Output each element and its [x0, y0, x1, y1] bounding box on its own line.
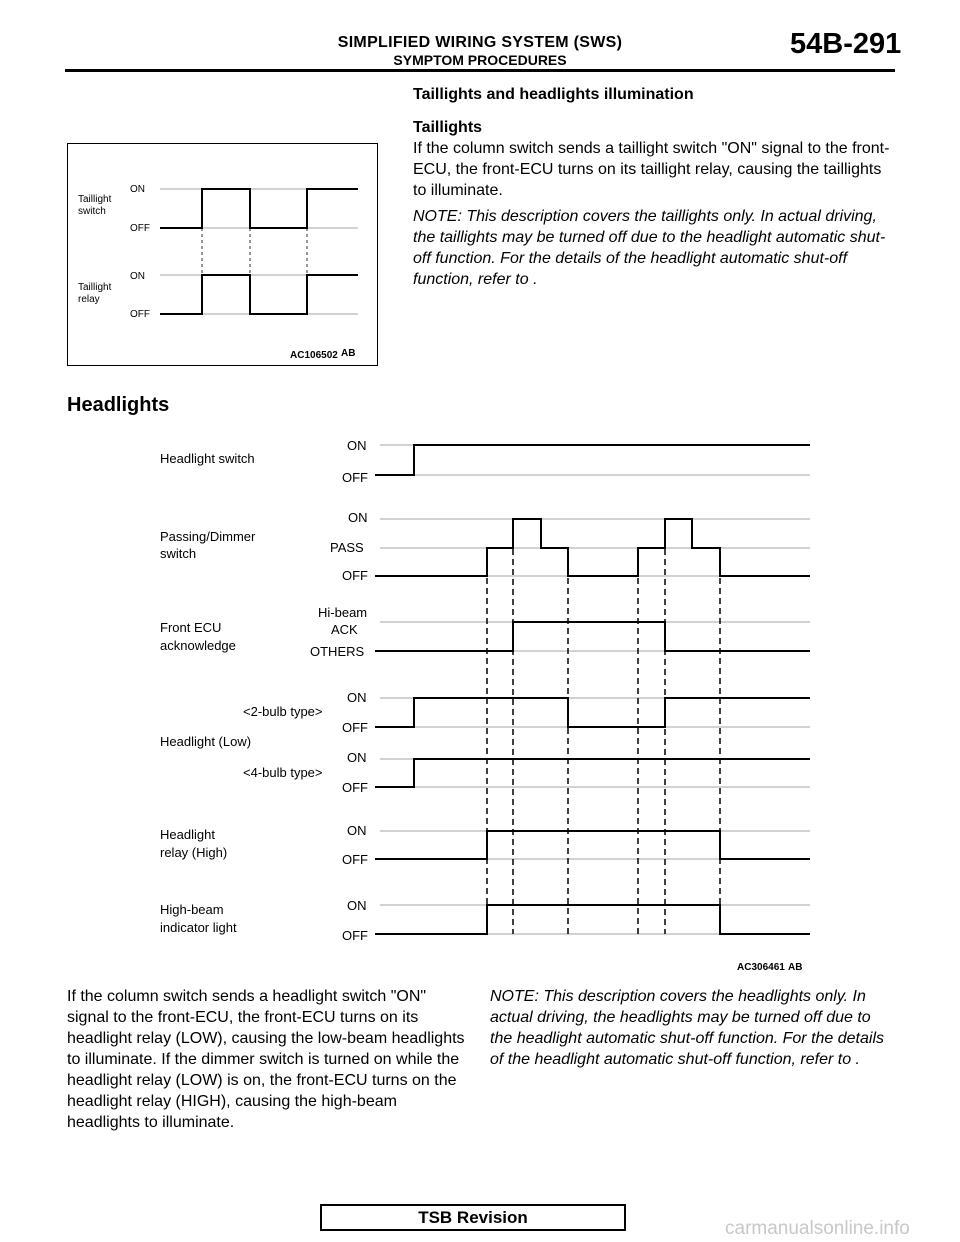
header-title: SIMPLIFIED WIRING SYSTEM (SWS) [337, 34, 623, 51]
low-4bulb-on: ON [347, 750, 367, 765]
figure1-code: AC106502 [290, 350, 338, 361]
headlight-switch-waveform [375, 445, 810, 475]
headlight-switch-on: ON [347, 438, 367, 453]
figure2-code: AC306461 [737, 962, 785, 973]
indicator-off: OFF [342, 928, 368, 943]
indicator-waveform [375, 905, 810, 934]
low-2bulb-off: OFF [342, 720, 368, 735]
tsb-revision-box: TSB Revision [320, 1204, 626, 1231]
front-ecu-label-2: acknowledge [160, 638, 236, 653]
front-ecu-ack: ACK [331, 622, 358, 637]
passing-pass: PASS [330, 540, 364, 555]
section-title: Taillights and headlights illumination [413, 86, 694, 103]
low-4bulb-type: <4-bulb type> [243, 765, 323, 780]
taillight-switch-off: OFF [130, 223, 150, 234]
passing-off: OFF [342, 568, 368, 583]
low-2bulb-waveform [375, 698, 810, 727]
passing-dimmer-label-2: switch [160, 546, 197, 561]
taillight-switch-label-1: Taillight [78, 194, 112, 205]
indicator-on: ON [347, 898, 367, 913]
taillights-note: NOTE: This description covers the taillights only. In actual driving, the taillights may be turned off due to the headlight automatic shut-off function. For the details of the headlight automatic shut-off function, refer to . [413, 208, 886, 288]
taillight-switch-label-2: switch [78, 206, 106, 217]
header-subtitle: SYMPTOM PROCEDURES [393, 52, 567, 68]
headlights-note: NOTE: This description covers the headlights only. In actual driving, the headlights may be turned off due to the headlight automatic shut-off function. For the details of the headlight automatic shut-off function, refer to . [490, 988, 885, 1068]
front-ecu-label-1: Front ECU [160, 620, 222, 635]
passing-on: ON [348, 510, 368, 525]
indicator-label-1: High-beam [160, 902, 224, 917]
headlights-title: Headlights [67, 394, 170, 416]
passing-dimmer-label-1: Passing/Dimmer [160, 529, 256, 544]
taillight-relay-on: ON [130, 271, 145, 282]
low-4bulb-off: OFF [342, 780, 368, 795]
relay-high-off: OFF [342, 852, 368, 867]
headlight-switch-label: Headlight switch [160, 451, 255, 466]
low-4bulb-waveform [375, 759, 810, 787]
headlight-switch-off: OFF [342, 470, 368, 485]
headlight-low-label: Headlight (Low) [160, 734, 252, 749]
front-ecu-others: OTHERS [310, 644, 365, 659]
figure2-code-suffix: AB [788, 962, 803, 973]
front-ecu-hibeam: Hi-beam [318, 605, 368, 620]
indicator-label-2: indicator light [160, 920, 237, 935]
relay-high-label-2: relay (High) [160, 845, 228, 860]
relay-high-label-1: Headlight [160, 827, 215, 842]
watermark: carmanualsonline.info [725, 1218, 910, 1239]
relay-high-waveform [375, 831, 810, 859]
taillights-title: Taillights [413, 119, 483, 136]
headlights-paragraph: If the column switch sends a headlight switch "ON" signal to the front-ECU, the front-ECU turns on its headlight relay (LOW), causing the low-beam headlights to illuminate. If the dimmer switch is turned on while the headlight relay (LOW) is on, the front-ECU turns on the headlight relay (HIGH), causing the high-beam headlights to illuminate. [67, 988, 465, 1131]
taillight-relay-off: OFF [130, 309, 150, 320]
relay-high-on: ON [347, 823, 367, 838]
taillight-switch-on: ON [130, 184, 145, 195]
low-2bulb-on: ON [347, 690, 367, 705]
page-number: 54B-291 [790, 28, 902, 60]
front-ecu-waveform [375, 622, 810, 651]
figure1-code-suffix: AB [341, 348, 356, 359]
taillight-relay-label-2: relay [78, 294, 100, 305]
taillights-paragraph: If the column switch sends a taillight switch "ON" signal to the front-ECU, the front-ECU turns on its taillight relay, causing the taillights to illuminate. [413, 140, 890, 199]
passing-dimmer-waveform [375, 519, 810, 576]
taillight-relay-label-1: Taillight [78, 282, 112, 293]
low-2bulb-type: <2-bulb type> [243, 704, 323, 719]
